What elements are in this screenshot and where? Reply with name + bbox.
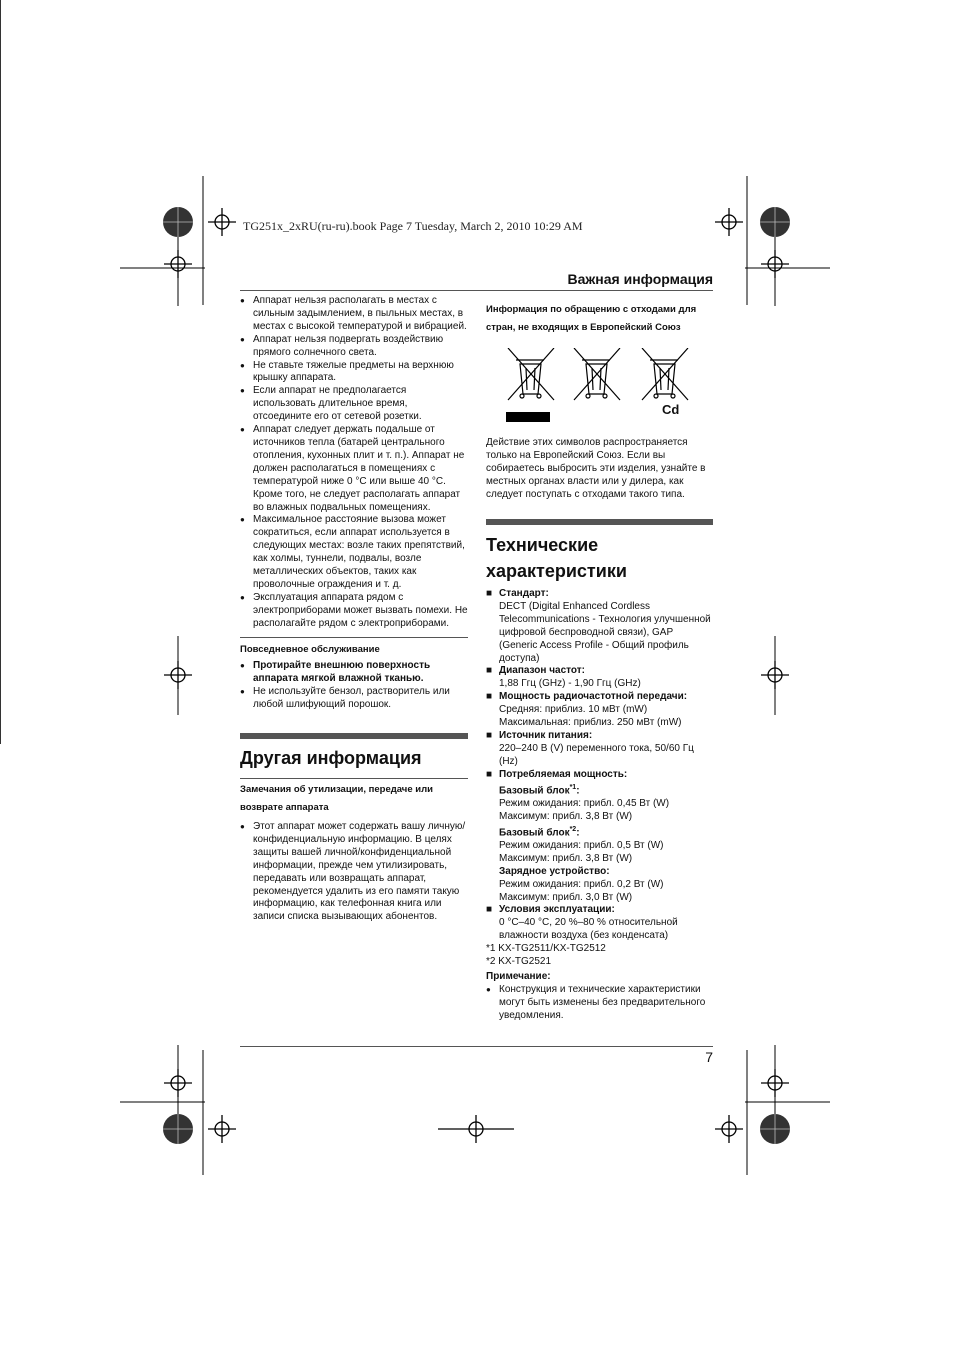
list-item: ● Этот аппарат может содержать вашу личную/конфиденциальную информацию. В целях защиты вашей личной/конфиденциальной информации, прежде чем утилизировать, передавать или возвращать аппарат, рекомендуется удалить из его памяти такую информацию, как телефонная книга или записи списка вызывающих абонентов. — [240, 821, 468, 924]
disposal-list — [240, 821, 468, 924]
note-list — [486, 984, 713, 1023]
print-header: TG251x_2xRU(ru-ru).book Page 7 Tuesday, March 2, 2010 10:29 AM — [243, 219, 583, 233]
eu-heading: Информация по обращению с отходами для стран, не входящих в Европейский Союз — [486, 304, 697, 333]
list-item: ● Аппарат следует держать подальше от источников тепла (батарей центрального отопления, кухонных плит и т. п.). Аппарат не должен располагаться в помещениях с температурой ниже 0 °C или выше 40 °C. Кроме того, не следует располагать аппарат во влажных подвальных помещениях. — [240, 424, 468, 514]
list-item: ● Максимальное расстояние вызова может сократиться, если аппарат используется в следующих местах: возле таких препятствий, как холмы, туннели, подвалы, возле металлических объектов, таких как проволочные ограждения и т. д. — [240, 514, 468, 591]
crossed-bin-icon — [642, 348, 688, 400]
list-item: ● Аппарат нельзя располагать в местах с сильным задымлением, в пыльных местах, в местах с высокой температурой и вибрацией. — [240, 295, 468, 334]
maintenance-list — [240, 660, 468, 712]
black-bar-icon — [506, 412, 550, 422]
page-number: 7 — [705, 1049, 713, 1065]
section-bar — [486, 519, 713, 525]
spec-frequency: ■ Диапазон частот: 1,88 Ггц (GHz) - 1,90 Ггц (GHz) — [486, 665, 713, 691]
crossed-bin-icon — [574, 348, 620, 400]
spec-power-source: ■ Источник питания: 220–240 В (V) переменного тока, 50/60 Гц (Hz) — [486, 730, 713, 769]
list-item: ● Не используйте бензол, растворитель или любой шлифующий порошок. — [240, 686, 468, 712]
spec-standard: ■ Стандарт: DECT (Digital Enhanced Cordless Telecommunications - Технология улучшенной цифровой беспроводной связи), GAP (Generic Access Profile - Общий профиль доступа) — [486, 588, 713, 665]
section-bar — [240, 733, 468, 739]
placement-list — [240, 295, 468, 631]
spec-consumption: ■ Потребляемая мощность: Базовый блок$^{*1}$: Режим ожидания: прибл. 0,45 Вт (W) Максимум: прибл. 3,8 Вт (W) Базовый блок$^{*2}$: Режим ожидания: прибл. 0,5 Вт (W) Максимум: прибл. 3,8 Вт (W) Зарядное устройство: Режим ожидания: прибл. 0,2 Вт (W) Максимум: прибл. 3,0 Вт (W) — [486, 769, 713, 905]
eu-text: Действие этих символов распространяется только на Европейский Союз. Если вы собираетесь выбросить эти изделия, узнайте в местных органах власти или у дилера, как следует поступать с отходами такого типа. — [486, 437, 706, 500]
cd-label: Cd — [662, 402, 680, 417]
spec-conditions: ■ Условия эксплуатации: 0 °C–40 °C, 20 %–80 % относительной влажности воздуха (без конденсата) — [486, 904, 713, 943]
footer-rule — [240, 1046, 713, 1047]
specs-title-line: Технические — [486, 535, 599, 555]
eu-section — [486, 301, 713, 337]
specs-list — [486, 588, 713, 1023]
footnote: *1 KX-TG2511/KX-TG2512 — [486, 943, 606, 955]
disposal-heading: Замечания об утилизации, передаче или возврате аппарата — [240, 784, 433, 813]
spec-rf-power: ■ Мощность радиочастотной передачи: Средняя: приблиз. 10 мВт (mW) Максимальная: приблиз. 250 мВт (mW) — [486, 691, 713, 730]
header-rule — [240, 290, 713, 291]
divider — [240, 778, 468, 779]
note-heading: Примечание: — [486, 970, 551, 982]
other-info-title: Другая информация — [240, 748, 422, 768]
list-item: ● Не ставьте тяжелые предметы на верхнюю крышку аппарата. — [240, 360, 468, 386]
list-item: ● Если аппарат не предполагается использовать длительное время, отсоедините его от сетевой розетки. — [240, 385, 468, 424]
specs-title-line: характеристики — [486, 561, 627, 581]
maintenance-heading: Повседневное обслуживание — [240, 643, 380, 655]
disposal-section — [240, 781, 468, 924]
left-column — [240, 295, 468, 712]
footnote: *2 KX-TG2521 — [486, 956, 552, 968]
list-item: ● Конструкция и технические характеристики могут быть изменены без предварительного уведомления. — [486, 984, 713, 1023]
specs-title — [486, 532, 627, 584]
crossed-bin-icon — [508, 348, 554, 400]
list-item: ● Эксплуатация аппарата рядом с электроприборами может вызвать помехи. Не располагайте рядом с электроприборами. — [240, 592, 468, 631]
divider — [240, 637, 468, 638]
section-header: Важная информация — [567, 271, 713, 287]
list-item: ● Аппарат нельзя подвергать воздействию прямого солнечного света. — [240, 334, 468, 360]
list-item: ● Протирайте внешнюю поверхность аппарата мягкой влажной тканью. — [240, 660, 468, 686]
